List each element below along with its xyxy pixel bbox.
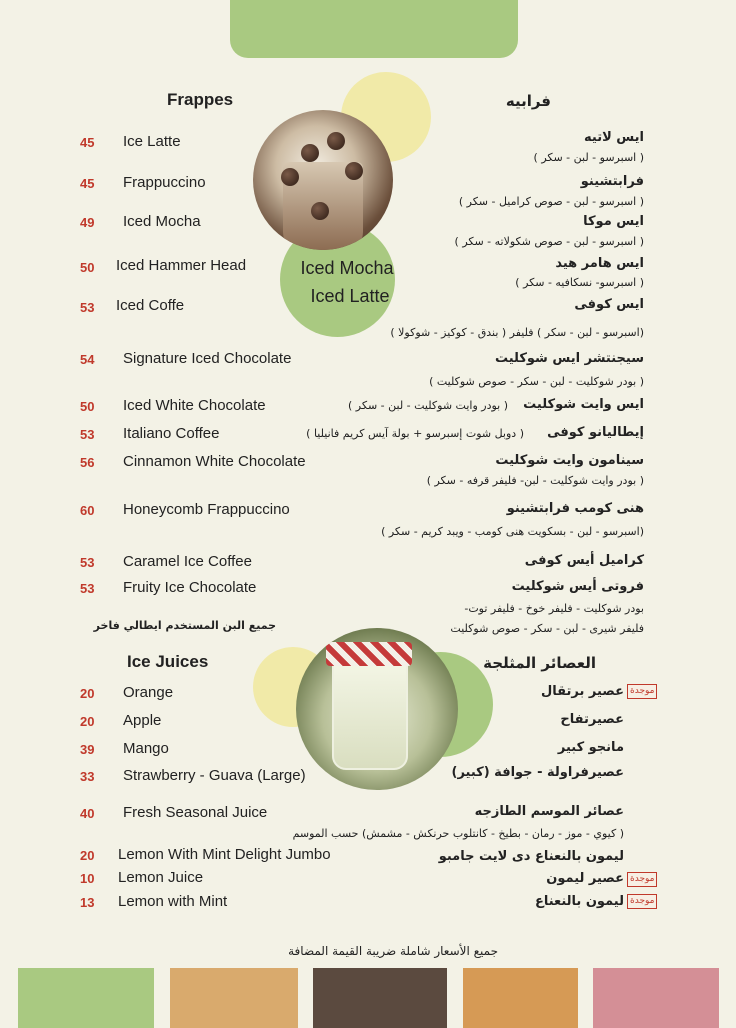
color-swatch-pink [593, 968, 719, 1028]
item-price: 33 [80, 769, 95, 784]
item-price: 20 [80, 686, 95, 701]
chocolate-ball [281, 168, 299, 186]
item-desc-ar: ( اسبرسو- نسكافيه - سكر ) [515, 276, 644, 289]
item-name-ar: عصير برتقال [541, 684, 624, 699]
item-price: 39 [80, 742, 95, 757]
item-name-ar: ليمون بالنعناع دى لايت جامبو [438, 849, 624, 864]
item-name-en: Iced White Chocolate [123, 397, 266, 414]
frappes-title-en: Frappes [167, 90, 234, 109]
photo-caption-line1: Iced Mocha [300, 258, 394, 278]
photo-caption-line2: Iced Latte [310, 286, 390, 306]
item-name-ar: إيطاليانو كوفى [547, 425, 644, 440]
availability-badge: موجدة [627, 872, 657, 887]
item-name-en: Iced Coffe [116, 297, 185, 314]
chocolate-ball [301, 144, 319, 162]
item-name-ar: عصيرتفاح [560, 712, 624, 727]
item-name-ar: ايس هامر هيد [555, 256, 644, 271]
item-name-en: Fresh Seasonal Juice [123, 804, 268, 821]
item-price: 54 [80, 352, 95, 367]
item-name-ar: ليمون بالنعناع [534, 894, 624, 909]
item-price: 20 [80, 848, 95, 863]
item-name-en: Orange [123, 684, 174, 701]
item-price: 20 [80, 714, 95, 729]
chocolate-ball [327, 132, 345, 150]
item-desc-ar: (اسبرسو - لبن - سكر ) فليفر ( بندق - كوكيز - شوكولا ) [390, 326, 644, 339]
item-price: 50 [80, 260, 95, 275]
item-desc-ar: ( بودر وايت شوكليت - لبن- فليفر قرفه - سكر ) [426, 474, 644, 487]
item-price: 60 [80, 503, 95, 518]
iced-mocha-photo [253, 110, 393, 250]
item-name-en: Lemon with Mint [118, 893, 228, 910]
item-name-ar: ايس موكا [583, 214, 644, 229]
item-name-en: Iced Mocha [123, 213, 201, 230]
availability-badge: موجدة [627, 894, 657, 909]
item-price: 49 [80, 215, 95, 230]
item-name-ar: كراميل أيس كوفى [524, 553, 644, 568]
item-name-en: Mango [123, 740, 169, 757]
item-name-ar: سينامون وايت شوكليت [495, 453, 644, 468]
juices-title-ar: العصائر المثلجة [483, 654, 596, 672]
item-desc-ar: ( كيوي - موز - رمان - بطيخ - كانتلوب حرنكش - مشمش) حسب الموسم [292, 827, 624, 840]
item-name-ar: عصير ليمون [546, 871, 624, 886]
item-name-en: Cinnamon White Chocolate [123, 453, 306, 470]
item-name-en: Strawberry - Guava (Large) [123, 767, 306, 784]
juice-jar-photo [296, 628, 458, 790]
item-desc-ar-line2: فليفر شيرى - لبن - سكر - صوص شوكليت [450, 622, 644, 635]
frappes-title-ar: فرابيه [505, 92, 551, 110]
vat-note: جميع الأسعار شاملة ضريبة القيمة المضافة [288, 944, 498, 958]
item-name-en: Caramel Ice Coffee [123, 553, 252, 570]
item-price: 53 [80, 555, 95, 570]
item-name-ar: ايس كوفى [574, 297, 644, 312]
item-name-ar: سيجنتشر ايس شوكليت [494, 351, 644, 366]
item-price: 45 [80, 135, 95, 150]
item-desc-ar: ( بودر وايت شوكليت - لبن - سكر ) [348, 399, 508, 412]
coffee-note: جميع البن المستخدم ايطالي فاخر [93, 619, 276, 632]
item-name-ar: مانجو كبير [557, 740, 624, 755]
item-price: 13 [80, 895, 95, 910]
color-swatch-brown [313, 968, 447, 1028]
item-name-ar: فرابتشينو [580, 174, 644, 189]
item-name-ar: عصيرفراولة - جوافة (كبير) [451, 765, 624, 780]
jar-cloth [326, 642, 412, 666]
color-swatch-tan [170, 968, 298, 1028]
item-price: 10 [80, 871, 95, 886]
item-desc-ar: ( دوبل شوت إسبرسو + بولة آيس كريم فانيليا ) [306, 427, 524, 440]
availability-badge: موجدة [627, 684, 657, 699]
item-name-en: Fruity Ice Chocolate [123, 579, 257, 596]
item-desc-ar: ( اسبرسو - لبن - صوص كراميل - سكر ) [458, 195, 644, 208]
color-swatch-orange [463, 968, 578, 1028]
item-name-en: Ice Latte [123, 133, 181, 150]
top-header-tab [230, 0, 518, 58]
item-name-en: Lemon Juice [118, 869, 204, 886]
item-desc-ar: بودر شوكليت - فليفر خوخ - فليفر توت- [464, 602, 644, 615]
item-desc-ar: (اسبرسو - لبن - بسكويت هنى كومب - ويبد كريم - سكر ) [381, 525, 644, 538]
item-name-ar: ايس وايت شوكليت [523, 397, 644, 412]
color-swatch-green [18, 968, 154, 1028]
item-desc-ar: ( اسبرسو - لبن - صوص شكولاته - سكر ) [454, 235, 644, 248]
chocolate-ball [345, 162, 363, 180]
item-name-ar: هنى كومب فرابتشينو [506, 501, 644, 516]
item-desc-ar: ( اسبرسو - لبن - سكر ) [533, 151, 644, 164]
item-name-ar: عصائر الموسم الطازجه [474, 804, 624, 819]
juices-title-en: Ice Juices [127, 652, 209, 671]
item-name-ar: فروتى أيس شوكليت [511, 579, 644, 594]
item-name-en: Signature Iced Chocolate [123, 350, 292, 367]
item-desc-ar: ( بودر شوكليت - لبن - سكر - صوص شوكليت ) [429, 375, 644, 388]
item-price: 45 [80, 176, 95, 191]
item-price: 53 [80, 581, 95, 596]
item-name-en: Iced Hammer Head [116, 257, 247, 274]
item-name-en: Honeycomb Frappuccino [123, 501, 290, 518]
item-price: 56 [80, 455, 95, 470]
item-name-en: Frappuccino [123, 174, 206, 191]
chocolate-ball [311, 202, 329, 220]
item-price: 50 [80, 399, 95, 414]
item-price: 40 [80, 806, 95, 821]
item-price: 53 [80, 427, 95, 442]
juice-jar [332, 658, 408, 770]
item-name-en: Lemon With Mint Delight Jumbo [118, 846, 331, 863]
item-name-en: Apple [123, 712, 162, 729]
item-name-ar: ايس لاتيه [584, 130, 644, 145]
item-price: 53 [80, 300, 95, 315]
item-name-en: Italiano Coffee [123, 425, 220, 442]
